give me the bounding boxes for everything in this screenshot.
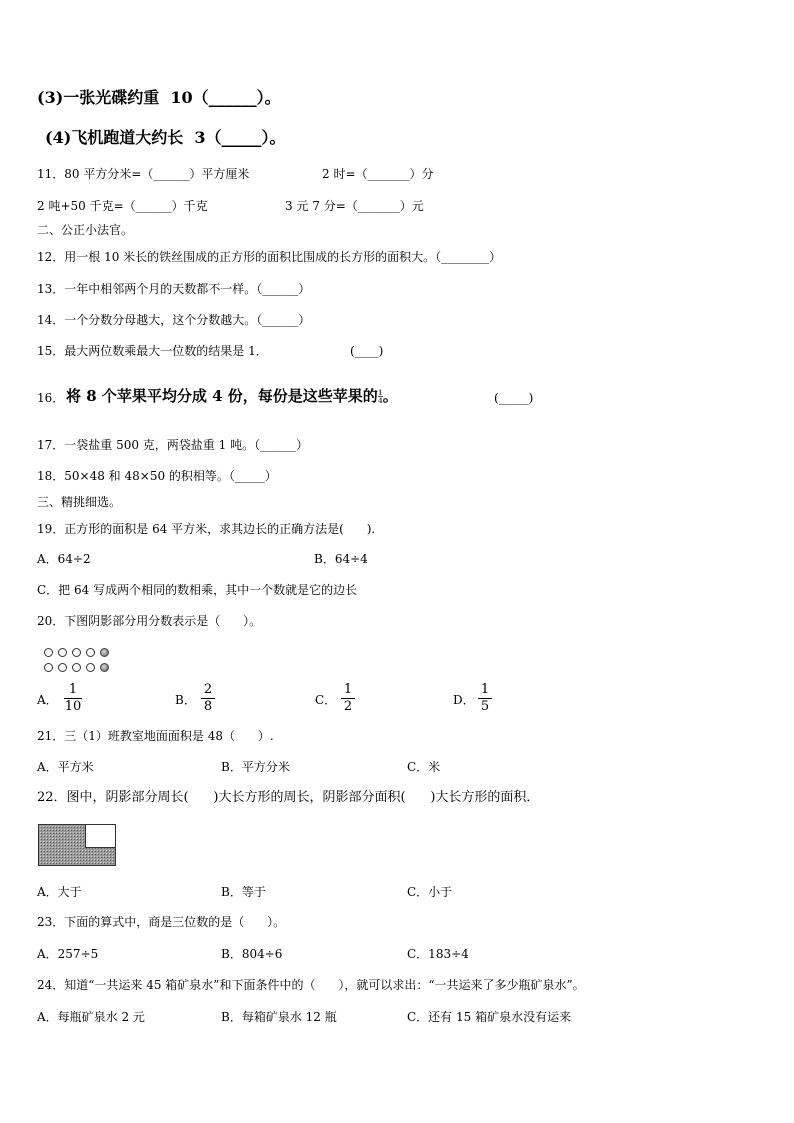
q18: 18．50×48 和 48×50 的积相等。（_____） <box>37 469 277 483</box>
q20: 20．下图阴影部分用分数表示是（ ）。 <box>37 614 262 628</box>
shaded-circle-icon <box>100 648 109 657</box>
q15-blank: (____) <box>350 344 384 358</box>
section-3-heading: 三、精挑细选。 <box>37 495 122 509</box>
q22-shaded-rectangle-figure <box>38 824 116 866</box>
empty-circle-icon <box>58 663 67 672</box>
empty-circle-icon <box>72 663 81 672</box>
q16-number: 16． <box>37 391 65 405</box>
q22-option-c: C．小于 <box>407 885 453 899</box>
q20-option-a-label: A． <box>37 693 58 707</box>
q15: 15．最大两位数乘最大一位数的结果是 1． <box>37 344 268 358</box>
empty-circle-icon <box>44 648 53 657</box>
q21-option-b: B．平方分米 <box>221 760 290 774</box>
q22-option-a: A．大于 <box>37 885 82 899</box>
empty-circle-icon <box>58 648 67 657</box>
q20-option-b-label: B． <box>175 693 196 707</box>
q17: 17．一袋盐重 500 克，两袋盐重 1 吨。（______） <box>37 438 309 452</box>
q16-fraction: $\frac{1}{4}$ <box>377 388 383 405</box>
q11-c: 2 吨+50 千克=（______）千克 <box>37 199 208 213</box>
q20-option-c-label: C． <box>315 693 337 707</box>
q19-option-b: B．64÷4 <box>314 552 368 566</box>
q23-option-b: B．804÷6 <box>221 947 283 961</box>
empty-circle-icon <box>72 648 81 657</box>
q19: 19．正方形的面积是 64 平方米，求其边长的正确方法是( ). <box>37 522 376 536</box>
empty-circle-icon <box>86 648 95 657</box>
q19-option-a: A．64÷2 <box>37 552 91 566</box>
q20-option-d-fraction: 1 5 <box>478 683 492 714</box>
q14: 14．一个分数分母越大，这个分数越大。（______） <box>37 313 311 327</box>
q22-option-b: B．等于 <box>221 885 266 899</box>
q10-3: (3)一张光碟约重 10（______）。 <box>37 88 281 107</box>
q11-d: 3 元 7 分=（_______）元 <box>285 199 424 213</box>
q20-option-c-fraction: 1 2 <box>341 683 355 714</box>
q24-option-b: B．每箱矿泉水 12 瓶 <box>221 1010 337 1024</box>
q23: 23．下面的算式中，商是三位数的是（ ）。 <box>37 915 286 929</box>
section-2-heading: 二、公正小法官。 <box>37 223 134 237</box>
q20-option-b-fraction: 2 8 <box>201 683 215 714</box>
q16-text: 将 8 个苹果平均分成 4 份，每份是这些苹果的 $\frac{1}{4}$ 。 <box>66 387 398 405</box>
q20-option-d-label: D． <box>453 693 475 707</box>
q11-a: 11．80 平方分米=（______）平方厘米 <box>37 167 250 181</box>
q16-blank: (_____) <box>494 391 534 405</box>
q23-option-c: C．183÷4 <box>407 947 469 961</box>
q24-option-c: C．还有 15 箱矿泉水没有运来 <box>407 1010 572 1024</box>
shaded-circle-icon <box>100 663 109 672</box>
q20-option-a-fraction: 1 10 <box>64 682 82 714</box>
q13: 13．一年中相邻两个月的天数都不一样。（______） <box>37 282 311 296</box>
q21: 21．三（1）班教室地面面积是 48（ ）. <box>37 729 274 743</box>
empty-circle-icon <box>86 663 95 672</box>
q11-b: 2 时=（_______）分 <box>322 167 434 181</box>
q21-option-c: C．米 <box>407 760 441 774</box>
q24: 24．知道“一共运来 45 箱矿泉水”和下面条件中的（ ），就可以求出：“一共运来了多少瓶矿泉水”。 <box>37 978 585 992</box>
q10-4: (4)飞机跑道大约长 3（_____）。 <box>45 128 286 147</box>
q19-option-c: C．把 64 写成两个相同的数相乘，其中一个数就是它的边长 <box>37 583 358 597</box>
q21-option-a: A．平方米 <box>37 760 94 774</box>
q12: 12．用一根 10 米长的铁丝围成的正方形的面积比围成的长方形的面积大。（________） <box>37 250 502 264</box>
empty-circle-icon <box>44 663 53 672</box>
q23-option-a: A．257÷5 <box>37 947 99 961</box>
q24-option-a: A．每瓶矿泉水 2 元 <box>37 1010 145 1024</box>
q22: 22．图中，阴影部分周长( )大长方形的周长，阴影部分面积( )大长方形的面积． <box>37 790 540 805</box>
